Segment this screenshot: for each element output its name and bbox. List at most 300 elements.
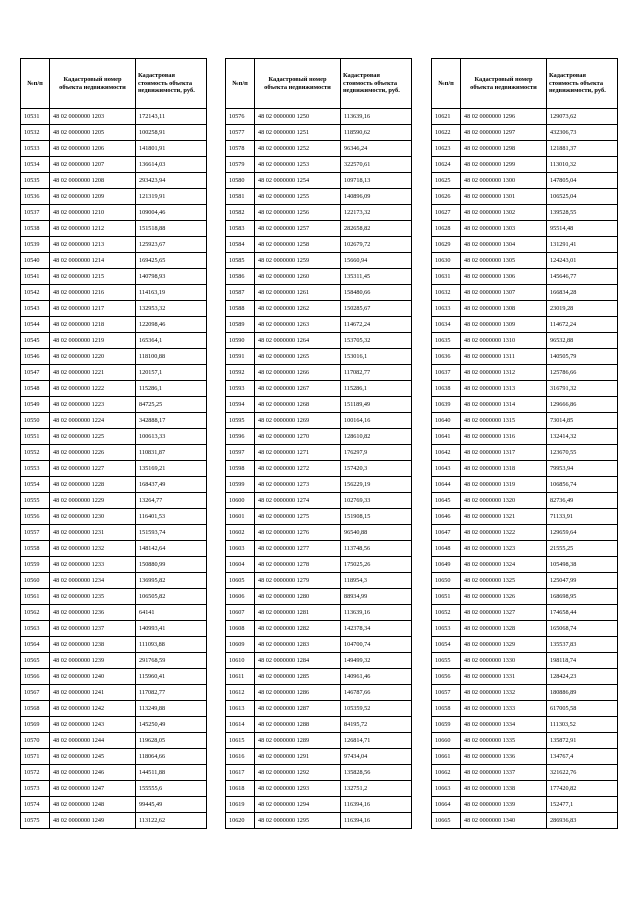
- cell-cadastral-cost: 64141: [136, 605, 207, 621]
- cell-cadastral-cost: 135311,45: [341, 269, 412, 285]
- table-row: [21, 717, 207, 733]
- cell-number: 10627: [432, 205, 461, 221]
- cell-number: 10651: [432, 589, 461, 605]
- cell-cadastral-number: 48 02 0000000 1278: [255, 557, 341, 573]
- cell-cadastral-number: 48 02 0000000 1304: [461, 237, 547, 253]
- cell-cadastral-number: 48 02 0000000 1233: [50, 557, 136, 573]
- cell-cadastral-cost: 105359,52: [341, 701, 412, 717]
- cell-cadastral-cost: 128424,23: [547, 669, 618, 685]
- table-row: [21, 685, 207, 701]
- cell-cadastral-cost: 117082,77: [136, 685, 207, 701]
- cell-number: 10575: [21, 813, 50, 829]
- table-row: [432, 381, 618, 397]
- cell-cadastral-cost: 135828,56: [341, 765, 412, 781]
- cell-number: 10544: [21, 317, 50, 333]
- table-row: [226, 173, 412, 189]
- cell-number: 10532: [21, 125, 50, 141]
- table-row: [21, 253, 207, 269]
- cell-cadastral-number: 48 02 0000000 1230: [50, 509, 136, 525]
- cell-cadastral-number: 48 02 0000000 1309: [461, 317, 547, 333]
- cell-cadastral-number: 48 02 0000000 1325: [461, 573, 547, 589]
- table-row: [21, 237, 207, 253]
- cell-cadastral-number: 48 02 0000000 1236: [50, 605, 136, 621]
- cell-cadastral-cost: 100613,33: [136, 429, 207, 445]
- cell-cadastral-number: 48 02 0000000 1297: [461, 125, 547, 141]
- table-row: [432, 669, 618, 685]
- cell-cadastral-number: 48 02 0000000 1277: [255, 541, 341, 557]
- table-row: [432, 765, 618, 781]
- table-row: [432, 605, 618, 621]
- cell-cadastral-number: 48 02 0000000 1313: [461, 381, 547, 397]
- table-row: [21, 573, 207, 589]
- table-row: [226, 349, 412, 365]
- table-row: [21, 109, 207, 125]
- header-row: [21, 59, 207, 109]
- cell-cadastral-cost: 97434,04: [341, 749, 412, 765]
- cell-cadastral-cost: 100164,16: [341, 413, 412, 429]
- cell-cadastral-number: 48 02 0000000 1301: [461, 189, 547, 205]
- cell-cadastral-cost: 106856,74: [547, 477, 618, 493]
- cell-cadastral-cost: 316791,32: [547, 381, 618, 397]
- cell-cadastral-number: 48 02 0000000 1287: [255, 701, 341, 717]
- table-row: [432, 109, 618, 125]
- cell-cadastral-number: 48 02 0000000 1294: [255, 797, 341, 813]
- cell-cadastral-number: 48 02 0000000 1307: [461, 285, 547, 301]
- cell-cadastral-number: 48 02 0000000 1317: [461, 445, 547, 461]
- cell-cadastral-number: 48 02 0000000 1208: [50, 173, 136, 189]
- table-row: [226, 221, 412, 237]
- cell-number: 10614: [226, 717, 255, 733]
- cell-number: 10560: [21, 573, 50, 589]
- cell-cadastral-cost: 110831,87: [136, 445, 207, 461]
- cell-cadastral-cost: 293423,94: [136, 173, 207, 189]
- table-row: [226, 125, 412, 141]
- cell-cadastral-cost: 116394,16: [341, 797, 412, 813]
- cell-number: 10647: [432, 525, 461, 541]
- table-row: [432, 413, 618, 429]
- cell-cadastral-number: 48 02 0000000 1234: [50, 573, 136, 589]
- cell-number: 10554: [21, 477, 50, 493]
- table-row: [21, 333, 207, 349]
- cell-cadastral-cost: 79953,94: [547, 461, 618, 477]
- cell-cadastral-cost: 140993,41: [136, 621, 207, 637]
- cell-cadastral-cost: 156229,19: [341, 477, 412, 493]
- cell-cadastral-cost: 145250,49: [136, 717, 207, 733]
- cell-number: 10565: [21, 653, 50, 669]
- cell-cadastral-number: 48 02 0000000 1239: [50, 653, 136, 669]
- cell-number: 10600: [226, 493, 255, 509]
- cell-cadastral-cost: 165364,1: [136, 333, 207, 349]
- cell-number: 10613: [226, 701, 255, 717]
- cell-cadastral-cost: 121319,91: [136, 189, 207, 205]
- cell-cadastral-cost: 128610,82: [341, 429, 412, 445]
- cell-cadastral-cost: 342888,17: [136, 413, 207, 429]
- table-row: [226, 509, 412, 525]
- cell-cadastral-cost: 109718,13: [341, 173, 412, 189]
- cell-cadastral-cost: 119628,05: [136, 733, 207, 749]
- cell-cadastral-cost: 125047,99: [547, 573, 618, 589]
- cell-cadastral-cost: 322570,61: [341, 157, 412, 173]
- table-row: [432, 509, 618, 525]
- cadastral-table-1: [20, 58, 207, 829]
- table-row: [21, 797, 207, 813]
- table-row: [21, 221, 207, 237]
- cell-number: 10570: [21, 733, 50, 749]
- table-row: [21, 605, 207, 621]
- cell-cadastral-number: 48 02 0000000 1260: [255, 269, 341, 285]
- cell-number: 10573: [21, 781, 50, 797]
- cell-cadastral-cost: 132751,2: [341, 781, 412, 797]
- cell-cadastral-number: 48 02 0000000 1331: [461, 669, 547, 685]
- table-row: [21, 205, 207, 221]
- cell-number: 10578: [226, 141, 255, 157]
- cell-number: 10550: [21, 413, 50, 429]
- table-row: [21, 653, 207, 669]
- cell-cadastral-cost: 141801,91: [136, 141, 207, 157]
- cell-cadastral-cost: 147805,04: [547, 173, 618, 189]
- table-row: [21, 669, 207, 685]
- cell-number: 10564: [21, 637, 50, 653]
- cell-number: 10577: [226, 125, 255, 141]
- cell-cadastral-number: 48 02 0000000 1265: [255, 349, 341, 365]
- table-row: [226, 381, 412, 397]
- cell-number: 10633: [432, 301, 461, 317]
- cell-number: 10612: [226, 685, 255, 701]
- table-row: [432, 557, 618, 573]
- table-row: [226, 749, 412, 765]
- cell-cadastral-cost: 84195,72: [341, 717, 412, 733]
- cell-number: 10574: [21, 797, 50, 813]
- table-row: [432, 525, 618, 541]
- cell-number: 10637: [432, 365, 461, 381]
- cell-cadastral-cost: 172143,11: [136, 109, 207, 125]
- cell-number: 10632: [432, 285, 461, 301]
- cell-cadastral-number: 48 02 0000000 1323: [461, 541, 547, 557]
- cell-number: 10537: [21, 205, 50, 221]
- cell-cadastral-cost: 23019,28: [547, 301, 618, 317]
- table-row: [21, 637, 207, 653]
- cell-cadastral-cost: 139528,55: [547, 205, 618, 221]
- table-row: [432, 701, 618, 717]
- cell-number: 10615: [226, 733, 255, 749]
- table-row: [432, 173, 618, 189]
- cell-cadastral-cost: 150880,99: [136, 557, 207, 573]
- cell-cadastral-number: 48 02 0000000 1320: [461, 493, 547, 509]
- cell-cadastral-number: 48 02 0000000 1314: [461, 397, 547, 413]
- cell-cadastral-number: 48 02 0000000 1332: [461, 685, 547, 701]
- cell-cadastral-cost: 140505,79: [547, 349, 618, 365]
- table-row: [21, 141, 207, 157]
- table-row: [226, 189, 412, 205]
- cell-cadastral-number: 48 02 0000000 1235: [50, 589, 136, 605]
- cell-cadastral-cost: 140798,93: [136, 269, 207, 285]
- cell-cadastral-cost: 117082,77: [341, 365, 412, 381]
- cell-cadastral-number: 48 02 0000000 1214: [50, 253, 136, 269]
- table-row: [21, 557, 207, 573]
- cell-cadastral-number: 48 02 0000000 1246: [50, 765, 136, 781]
- cell-cadastral-cost: 140896,09: [341, 189, 412, 205]
- cell-cadastral-cost: 149499,32: [341, 653, 412, 669]
- cell-cadastral-number: 48 02 0000000 1326: [461, 589, 547, 605]
- cell-cadastral-cost: 109004,46: [136, 205, 207, 221]
- cell-cadastral-cost: 115286,1: [341, 381, 412, 397]
- cell-number: 10589: [226, 317, 255, 333]
- cell-cadastral-number: 48 02 0000000 1220: [50, 349, 136, 365]
- cell-number: 10584: [226, 237, 255, 253]
- cell-number: 10590: [226, 333, 255, 349]
- cell-cadastral-number: 48 02 0000000 1210: [50, 205, 136, 221]
- table-row: [21, 765, 207, 781]
- cell-cadastral-cost: 120157,1: [136, 365, 207, 381]
- cell-number: 10579: [226, 157, 255, 173]
- cell-number: 10571: [21, 749, 50, 765]
- cell-cadastral-number: 48 02 0000000 1213: [50, 237, 136, 253]
- cell-cadastral-number: 48 02 0000000 1302: [461, 205, 547, 221]
- cell-cadastral-cost: 148142,64: [136, 541, 207, 557]
- table-row: [432, 653, 618, 669]
- cell-number: 10621: [432, 109, 461, 125]
- cell-cadastral-cost: 113639,16: [341, 605, 412, 621]
- cell-number: 10536: [21, 189, 50, 205]
- cell-cadastral-number: 48 02 0000000 1310: [461, 333, 547, 349]
- cell-number: 10591: [226, 349, 255, 365]
- table-row: [226, 669, 412, 685]
- cell-number: 10606: [226, 589, 255, 605]
- table-row: [432, 301, 618, 317]
- cell-number: 10596: [226, 429, 255, 445]
- cell-number: 10660: [432, 733, 461, 749]
- cell-cadastral-number: 48 02 0000000 1221: [50, 365, 136, 381]
- cell-number: 10531: [21, 109, 50, 125]
- header-cadastral-cost: Кадастровая стоимость объекта недвижимости, руб.: [341, 59, 412, 109]
- cell-cadastral-number: 48 02 0000000 1276: [255, 525, 341, 541]
- cell-cadastral-cost: 96540,88: [341, 525, 412, 541]
- cell-cadastral-cost: 151189,49: [341, 397, 412, 413]
- cell-number: 10588: [226, 301, 255, 317]
- cell-cadastral-number: 48 02 0000000 1264: [255, 333, 341, 349]
- cell-number: 10628: [432, 221, 461, 237]
- cell-cadastral-cost: 157420,3: [341, 461, 412, 477]
- cell-cadastral-number: 48 02 0000000 1311: [461, 349, 547, 365]
- cell-cadastral-number: 48 02 0000000 1322: [461, 525, 547, 541]
- table-row: [226, 317, 412, 333]
- table-row: [226, 461, 412, 477]
- cell-cadastral-number: 48 02 0000000 1249: [50, 813, 136, 829]
- table-row: [226, 397, 412, 413]
- cell-cadastral-cost: 129073,62: [547, 109, 618, 125]
- cell-number: 10581: [226, 189, 255, 205]
- table-row: [432, 813, 618, 829]
- cell-number: 10604: [226, 557, 255, 573]
- cadastral-table-3: [431, 58, 618, 829]
- cell-number: 10545: [21, 333, 50, 349]
- table-row: [226, 237, 412, 253]
- cell-cadastral-number: 48 02 0000000 1333: [461, 701, 547, 717]
- cell-number: 10549: [21, 397, 50, 413]
- cell-cadastral-number: 48 02 0000000 1216: [50, 285, 136, 301]
- table-row: [226, 301, 412, 317]
- cell-number: 10654: [432, 637, 461, 653]
- cell-number: 10642: [432, 445, 461, 461]
- cell-number: 10561: [21, 589, 50, 605]
- cell-number: 10664: [432, 797, 461, 813]
- cell-cadastral-cost: 104700,74: [341, 637, 412, 653]
- table-row: [226, 781, 412, 797]
- cell-number: 10586: [226, 269, 255, 285]
- cell-number: 10657: [432, 685, 461, 701]
- cell-cadastral-number: 48 02 0000000 1263: [255, 317, 341, 333]
- cell-number: 10663: [432, 781, 461, 797]
- table-row: [226, 141, 412, 157]
- cell-cadastral-cost: 116401,53: [136, 509, 207, 525]
- cell-cadastral-number: 48 02 0000000 1339: [461, 797, 547, 813]
- cell-cadastral-number: 48 02 0000000 1296: [461, 109, 547, 125]
- table-row: [226, 605, 412, 621]
- cell-cadastral-number: 48 02 0000000 1224: [50, 413, 136, 429]
- table-row: [21, 493, 207, 509]
- cell-cadastral-cost: 129666,86: [547, 397, 618, 413]
- cell-number: 10568: [21, 701, 50, 717]
- cell-cadastral-cost: 100258,91: [136, 125, 207, 141]
- cell-number: 10533: [21, 141, 50, 157]
- cell-cadastral-cost: 95514,48: [547, 221, 618, 237]
- cell-cadastral-number: 48 02 0000000 1215: [50, 269, 136, 285]
- cell-number: 10643: [432, 461, 461, 477]
- cell-cadastral-number: 48 02 0000000 1231: [50, 525, 136, 541]
- cell-number: 10602: [226, 525, 255, 541]
- header-cadastral-number: Кадастровый номер объекта недвижимости: [50, 59, 136, 109]
- cell-cadastral-number: 48 02 0000000 1206: [50, 141, 136, 157]
- table-row: [226, 253, 412, 269]
- header-cadastral-number: Кадастровый номер объекта недвижимости: [255, 59, 341, 109]
- cell-cadastral-cost: 177420,82: [547, 781, 618, 797]
- cell-cadastral-number: 48 02 0000000 1256: [255, 205, 341, 221]
- cell-number: 10611: [226, 669, 255, 685]
- table-row: [226, 445, 412, 461]
- cell-number: 10559: [21, 557, 50, 573]
- cell-cadastral-number: 48 02 0000000 1324: [461, 557, 547, 573]
- table-row: [226, 653, 412, 669]
- header-number: №п/п: [226, 59, 255, 109]
- cell-cadastral-number: 48 02 0000000 1222: [50, 381, 136, 397]
- table-row: [226, 541, 412, 557]
- cell-cadastral-number: 48 02 0000000 1270: [255, 429, 341, 445]
- cell-cadastral-number: 48 02 0000000 1251: [255, 125, 341, 141]
- cell-number: 10653: [432, 621, 461, 637]
- cell-cadastral-cost: 114163,19: [136, 285, 207, 301]
- cell-number: 10630: [432, 253, 461, 269]
- table-row: [432, 237, 618, 253]
- cell-number: 10617: [226, 765, 255, 781]
- cell-number: 10552: [21, 445, 50, 461]
- cell-cadastral-cost: 321622,76: [547, 765, 618, 781]
- cell-number: 10646: [432, 509, 461, 525]
- table-row: [21, 285, 207, 301]
- cell-cadastral-number: 48 02 0000000 1315: [461, 413, 547, 429]
- cell-number: 10622: [432, 125, 461, 141]
- cell-number: 10599: [226, 477, 255, 493]
- table-row: [226, 429, 412, 445]
- cell-cadastral-cost: 111303,52: [547, 717, 618, 733]
- cell-cadastral-cost: 84725,25: [136, 397, 207, 413]
- table-row: [226, 285, 412, 301]
- cell-number: 10592: [226, 365, 255, 381]
- cell-cadastral-number: 48 02 0000000 1282: [255, 621, 341, 637]
- cell-cadastral-cost: 124243,01: [547, 253, 618, 269]
- table-row: [226, 573, 412, 589]
- table-row: [226, 525, 412, 541]
- table-row: [21, 157, 207, 173]
- cell-cadastral-number: 48 02 0000000 1327: [461, 605, 547, 621]
- cell-cadastral-number: 48 02 0000000 1209: [50, 189, 136, 205]
- table-row: [226, 493, 412, 509]
- cell-cadastral-cost: 617005,58: [547, 701, 618, 717]
- cell-cadastral-number: 48 02 0000000 1295: [255, 813, 341, 829]
- cell-number: 10623: [432, 141, 461, 157]
- cell-cadastral-cost: 113249,88: [136, 701, 207, 717]
- cell-number: 10610: [226, 653, 255, 669]
- cell-number: 10576: [226, 109, 255, 125]
- table-row: [21, 813, 207, 829]
- cell-cadastral-cost: 118064,66: [136, 749, 207, 765]
- cell-cadastral-cost: 165068,74: [547, 621, 618, 637]
- cell-cadastral-cost: 132953,32: [136, 301, 207, 317]
- cell-cadastral-cost: 144511,88: [136, 765, 207, 781]
- table-row: [21, 733, 207, 749]
- cell-cadastral-cost: 153705,32: [341, 333, 412, 349]
- cell-cadastral-number: 48 02 0000000 1207: [50, 157, 136, 173]
- cell-cadastral-cost: 102769,33: [341, 493, 412, 509]
- cell-number: 10542: [21, 285, 50, 301]
- table-row: [21, 621, 207, 637]
- cell-cadastral-number: 48 02 0000000 1226: [50, 445, 136, 461]
- cell-number: 10659: [432, 717, 461, 733]
- cell-cadastral-number: 48 02 0000000 1280: [255, 589, 341, 605]
- cell-cadastral-number: 48 02 0000000 1305: [461, 253, 547, 269]
- cell-number: 10636: [432, 349, 461, 365]
- cell-cadastral-cost: 132414,32: [547, 429, 618, 445]
- cell-number: 10608: [226, 621, 255, 637]
- cell-cadastral-number: 48 02 0000000 1289: [255, 733, 341, 749]
- table-row: [226, 621, 412, 637]
- table-row: [432, 221, 618, 237]
- cell-cadastral-cost: 150285,67: [341, 301, 412, 317]
- cell-cadastral-cost: 113010,32: [547, 157, 618, 173]
- cell-number: 10609: [226, 637, 255, 653]
- cell-cadastral-number: 48 02 0000000 1285: [255, 669, 341, 685]
- cell-number: 10587: [226, 285, 255, 301]
- cell-number: 10665: [432, 813, 461, 829]
- cell-cadastral-number: 48 02 0000000 1259: [255, 253, 341, 269]
- cell-number: 10567: [21, 685, 50, 701]
- table-row: [226, 637, 412, 653]
- table-row: [226, 269, 412, 285]
- cell-number: 10563: [21, 621, 50, 637]
- cell-number: 10635: [432, 333, 461, 349]
- cell-cadastral-number: 48 02 0000000 1338: [461, 781, 547, 797]
- table-row: [432, 461, 618, 477]
- table-row: [432, 125, 618, 141]
- cell-cadastral-number: 48 02 0000000 1232: [50, 541, 136, 557]
- cell-cadastral-cost: 115960,41: [136, 669, 207, 685]
- cell-cadastral-cost: 136995,82: [136, 573, 207, 589]
- cell-number: 10557: [21, 525, 50, 541]
- table-row: [432, 157, 618, 173]
- table-row: [432, 333, 618, 349]
- cell-cadastral-cost: 113122,62: [136, 813, 207, 829]
- cell-cadastral-number: 48 02 0000000 1281: [255, 605, 341, 621]
- cadastral-table-2: [225, 58, 412, 829]
